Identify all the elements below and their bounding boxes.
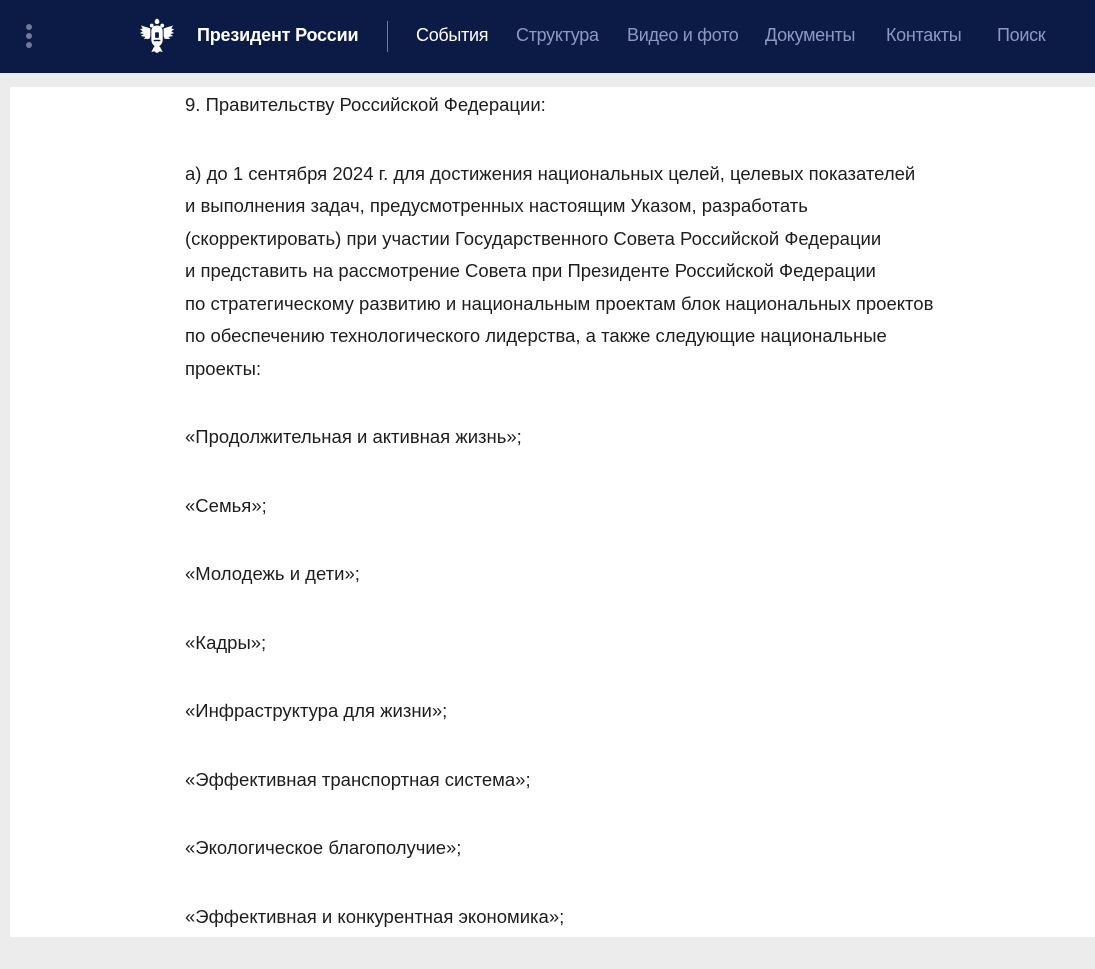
project-item: «Инфраструктура для жизни»; [185,700,448,721]
document-body [185,89,1045,969]
header-divider [387,21,388,52]
paragraph-line: по обеспечению технологического лидерства, а также следующие национальные [185,325,887,346]
paragraph-line: (скорректировать) при участии Государственного Совета Российской Федерации [185,227,882,249]
project-item: «Эффективная транспортная система»; [185,768,531,790]
nav-item-video-photo[interactable]: Видео и фото [627,25,739,45]
eagle-emblem-icon[interactable] [138,17,176,55]
project-item: «Экологическое благополучие»; [185,837,462,858]
paragraph-a [185,158,1045,386]
nav-item-structure[interactable]: Структура [516,25,599,45]
paragraph-line: проекты: [185,357,262,379]
project-item: «Кадры»; [185,631,267,653]
nav-item-search[interactable]: Поиск [997,25,1046,45]
document-panel [10,87,1095,937]
site-header [0,0,1095,73]
project-item: «Семья»; [185,494,267,516]
paragraph-line: и представить на рассмотрение Совета при Президенте Российской Федерации [185,260,876,281]
project-item: «Эффективная и конкурентная экономика»; [185,905,565,927]
project-item: «Молодежь и дети»; [185,563,360,584]
site-title[interactable]: Президент России [197,25,359,45]
nav-item-contacts[interactable]: Контакты [886,25,962,45]
paragraph-line: а) до 1 сентября 2024 г. для достижения национальных целей, целевых показателей [185,162,916,184]
paragraph-line: по стратегическому развитию и национальным проектам блок национальных проектов [185,292,934,314]
nav-item-documents[interactable]: Документы [765,25,856,45]
nav-item-events[interactable]: События [416,25,489,45]
project-item: «Продолжительная и активная жизнь»; [185,426,522,447]
section-heading: 9. Правительству Российской Федерации: [185,94,546,115]
menu-dots-icon[interactable] [24,24,34,50]
paragraph-line: и выполнения задач, предусмотренных настоящим Указом, разработать [185,195,808,216]
